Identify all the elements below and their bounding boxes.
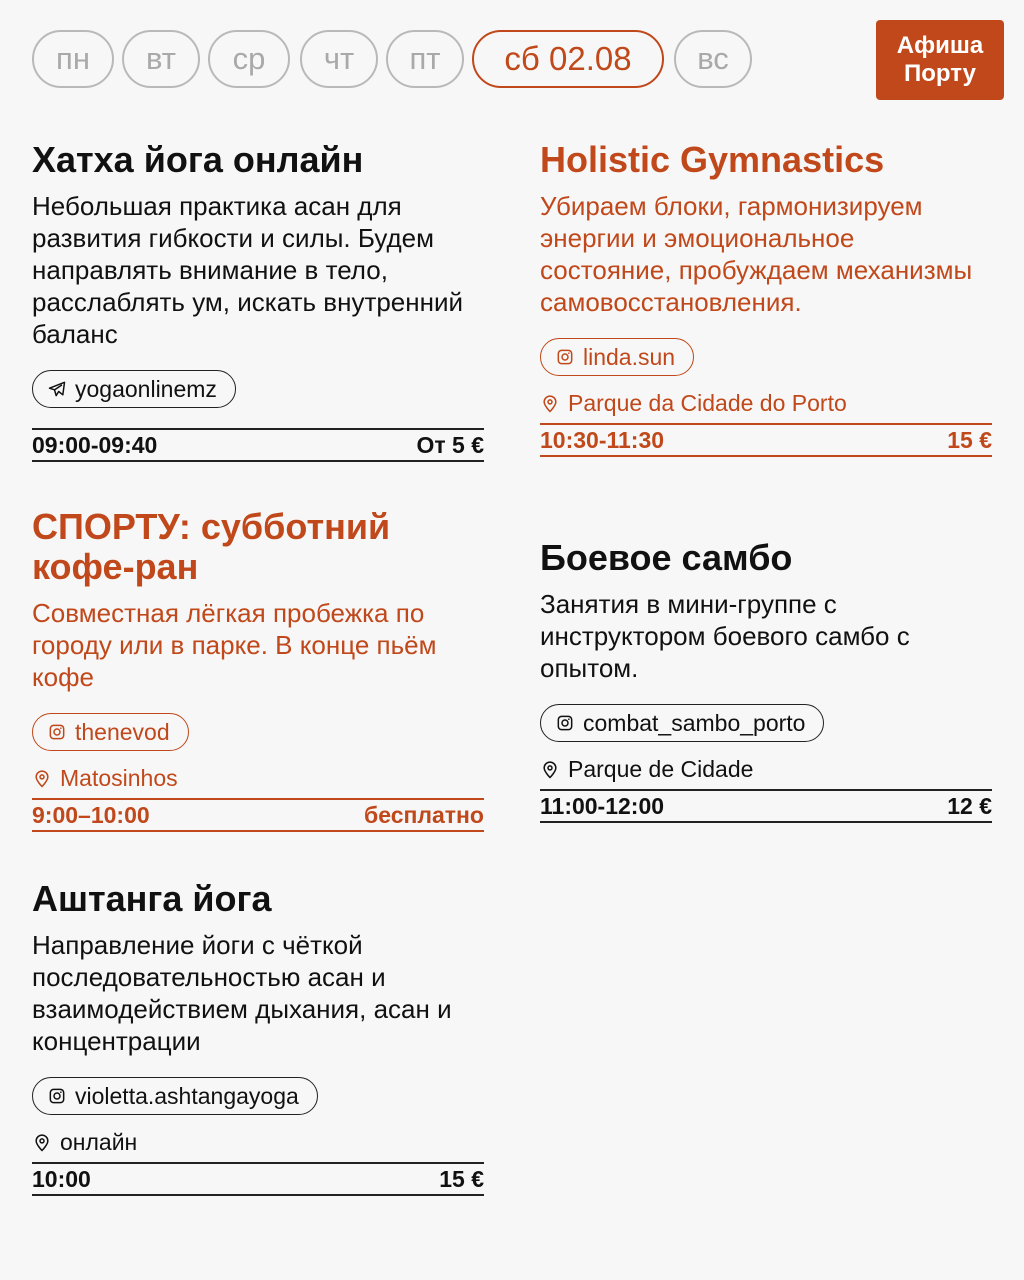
time-price-row: [32, 428, 484, 462]
location-label: Parque da Cidade do Porto: [568, 390, 847, 416]
event-description: Направление йоги с чёткой последовательностью асан и взаимодействием дыхания, асан и концентрации: [32, 930, 452, 1056]
day-tab-mon[interactable]: пн: [32, 30, 114, 88]
event-time: 11:00-12:00: [540, 792, 665, 819]
instagram-icon: [555, 347, 575, 367]
event-time: 10:30-11:30: [540, 426, 665, 453]
event-title: Боевое самбо: [540, 537, 793, 578]
contact-tag[interactable]: [32, 370, 236, 408]
location-pin-icon: [32, 769, 52, 789]
location-pin-icon: [540, 760, 560, 780]
event-title: СПОРТУ: субботний кофе-ран: [32, 506, 391, 587]
day-tab-fri[interactable]: пт: [386, 30, 464, 88]
instagram-icon: [47, 722, 67, 742]
event-price: От 5 €: [416, 431, 484, 458]
brand-logo: [876, 20, 1004, 100]
event-description: Совместная лёгкая пробежка по городу или в парке. В конце пьём кофе: [32, 598, 437, 692]
day-tab-thu[interactable]: чт: [300, 30, 378, 88]
event-card-hatha-yoga: [32, 140, 484, 462]
day-tab-sat-active[interactable]: сб 02.08: [472, 30, 664, 88]
day-tab-tue[interactable]: вт: [122, 30, 200, 88]
brand-line-2: Порту: [904, 60, 976, 87]
event-title: Holistic Gymnastics: [540, 139, 885, 180]
event-location: [540, 390, 992, 417]
location-label: Parque de Cidade: [568, 756, 754, 782]
day-tab-sun[interactable]: вс: [674, 30, 752, 88]
contact-handle: yogaonlinemz: [75, 375, 217, 402]
event-location: [32, 765, 484, 792]
instagram-icon: [555, 713, 575, 733]
event-time: 09:00-09:40: [32, 431, 158, 458]
location-label: Matosinhos: [60, 765, 178, 791]
location-pin-icon: [32, 1133, 52, 1153]
telegram-icon: [47, 379, 67, 399]
event-card-holistic-gymnastics: [540, 140, 992, 457]
contact-tag[interactable]: [540, 704, 824, 742]
event-card-ashtanga-yoga: [32, 879, 484, 1196]
event-location: [32, 1129, 484, 1156]
event-price: бесплатно: [364, 801, 484, 828]
location-label: онлайн: [60, 1129, 138, 1155]
brand-line-1: Афиша: [896, 32, 984, 59]
contact-tag[interactable]: [32, 1077, 318, 1115]
contact-handle: linda.sun: [583, 343, 676, 370]
event-description: Занятия в мини-группе с инструктором боевого самбо с опытом.: [540, 589, 910, 683]
event-location: [540, 756, 992, 783]
time-price-row: [32, 798, 484, 832]
event-title: Хатха йога онлайн: [32, 139, 364, 180]
day-tab-wed[interactable]: ср: [208, 30, 290, 88]
contact-handle: thenevod: [75, 718, 170, 745]
contact-handle: combat_sambo_porto: [583, 709, 806, 736]
event-title: Аштанга йога: [32, 878, 272, 919]
event-description: Убираем блоки, гармонизируем энергии и эмоциональное состояние, пробуждаем механизмы самовосстановления.: [540, 191, 973, 317]
instagram-icon: [47, 1086, 67, 1106]
event-price: 15 €: [439, 1165, 484, 1192]
time-price-row: [540, 789, 992, 823]
event-price: 12 €: [947, 792, 992, 819]
event-time: 9:00–10:00: [32, 801, 150, 828]
time-price-row: [540, 423, 992, 457]
event-description: Небольшая практика асан для развития гибкости и силы. Будем направлять внимание в тело, расслаблять ум, искать внутренний баланс: [32, 191, 464, 349]
time-price-row: [32, 1162, 484, 1196]
contact-tag[interactable]: [32, 713, 189, 751]
location-pin-icon: [540, 394, 560, 414]
contact-tag[interactable]: [540, 338, 694, 376]
event-time: 10:00: [32, 1165, 91, 1192]
contact-handle: violetta.ashtangayoga: [75, 1082, 299, 1109]
event-card-coffee-run: [32, 507, 484, 832]
event-price: 15 €: [947, 426, 992, 453]
event-card-combat-sambo: [540, 538, 992, 823]
